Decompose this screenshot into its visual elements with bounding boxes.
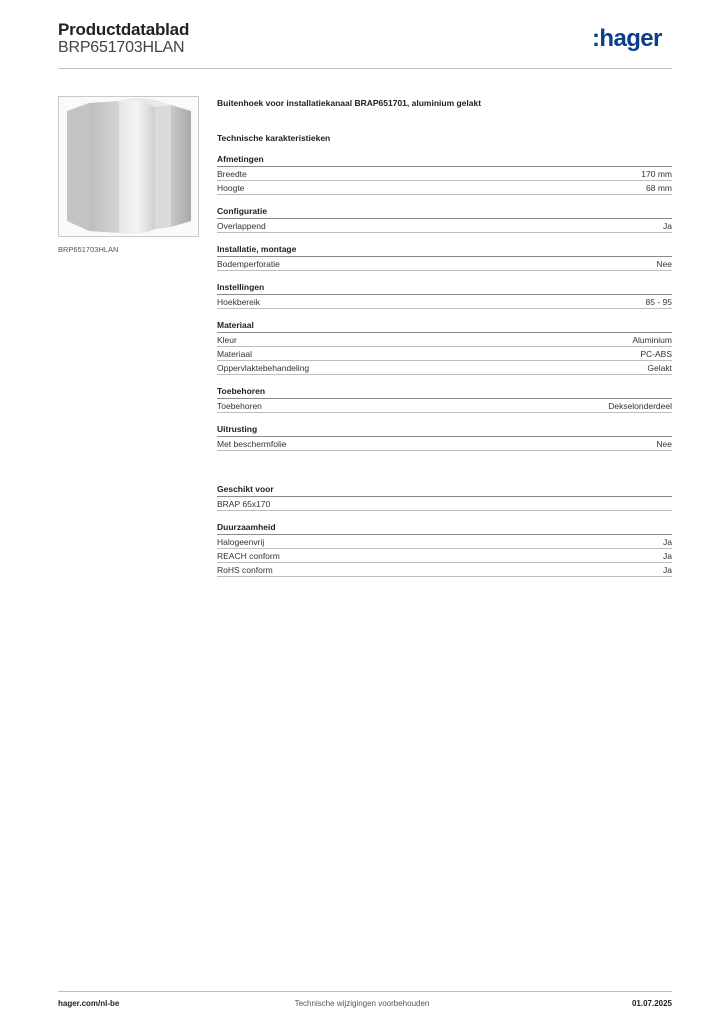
footer-divider	[58, 991, 672, 992]
spec-value: Nee	[656, 259, 672, 269]
footer-date: 01.07.2025	[631, 999, 672, 1008]
group-title: Instellingen	[217, 282, 672, 295]
product-image	[58, 96, 199, 237]
header-divider	[58, 68, 672, 69]
spec-value: 68 mm	[646, 183, 672, 193]
sustainability-group	[217, 522, 672, 577]
spec-value: Ja	[663, 221, 672, 231]
spec-value: Nee	[656, 439, 672, 449]
spec-row	[217, 361, 672, 375]
spec-group	[217, 282, 672, 309]
spec-group	[217, 244, 672, 271]
tech-heading: Technische karakteristieken	[217, 133, 331, 143]
spec-row	[217, 437, 672, 451]
group-title: Geschikt voor	[217, 484, 672, 497]
spec-value: 170 mm	[641, 169, 672, 179]
spec-label: Toebehoren	[217, 401, 262, 411]
corner-piece-illustration	[59, 97, 198, 236]
spec-label: Halogeenvrij	[217, 537, 265, 547]
spec-row	[217, 535, 672, 549]
spec-value: Ja	[663, 537, 672, 547]
logo-text: hager	[599, 25, 662, 52]
spec-label: Oppervlaktebehandeling	[217, 363, 310, 373]
product-description: Buitenhoek voor installatiekanaal BRAP651701, aluminium gelakt	[217, 98, 482, 108]
spec-row	[217, 257, 672, 271]
spec-groups	[217, 154, 672, 451]
suitable-group	[217, 484, 672, 511]
group-title: Uitrusting	[217, 424, 672, 437]
spec-value: 85 - 95	[645, 297, 672, 307]
spec-row	[217, 219, 672, 233]
spec-group	[217, 386, 672, 413]
spec-row	[217, 333, 672, 347]
spec-label: Hoogte	[217, 183, 245, 193]
group-title: Duurzaamheid	[217, 522, 672, 535]
spec-label: RoHS conform	[217, 565, 273, 575]
spec-value: Ja	[663, 565, 672, 575]
spec-label: BRAP 65x170	[217, 499, 271, 509]
spec-label: Kleur	[217, 335, 237, 345]
spec-row	[217, 181, 672, 195]
spec-group	[217, 320, 672, 375]
spec-value: PC-ABS	[640, 349, 672, 359]
group-title: Installatie, montage	[217, 244, 672, 257]
spec-value: Ja	[663, 551, 672, 561]
spec-label: Breedte	[217, 169, 247, 179]
spec-row	[217, 347, 672, 361]
spec-row	[217, 295, 672, 309]
footer-website-link[interactable]: hager.com/nl-be	[58, 999, 120, 1008]
spec-label: Met beschermfolie	[217, 439, 287, 449]
group-title: Toebehoren	[217, 386, 672, 399]
spec-label: Bodemperforatie	[217, 259, 280, 269]
spec-row	[217, 167, 672, 181]
spec-row	[217, 497, 672, 511]
image-caption: BRP651703HLAN	[58, 245, 119, 254]
spec-content	[217, 96, 672, 577]
spec-group	[217, 206, 672, 233]
spec-row	[217, 399, 672, 413]
hager-logo[interactable]	[592, 27, 662, 51]
spec-value: Dekselonderdeel	[608, 401, 672, 411]
product-code: BRP651703HLAN	[58, 39, 185, 56]
spec-label: Overlappend	[217, 221, 266, 231]
group-title: Materiaal	[217, 320, 672, 333]
spec-group	[217, 154, 672, 195]
spec-value: Gelakt	[647, 363, 672, 373]
spec-label: Materiaal	[217, 349, 252, 359]
footer-center-notice: Technische wijzigingen voorbehouden	[294, 999, 430, 1008]
logo-colon: :	[592, 25, 600, 52]
spec-row	[217, 549, 672, 563]
group-title: Afmetingen	[217, 154, 672, 167]
group-title: Configuratie	[217, 206, 672, 219]
spec-value: Aluminium	[632, 335, 672, 345]
page-title: Productdatablad	[58, 20, 190, 39]
spec-label: Hoekbereik	[217, 297, 260, 307]
spec-row	[217, 563, 672, 577]
spec-group	[217, 424, 672, 451]
spec-label: REACH conform	[217, 551, 280, 561]
